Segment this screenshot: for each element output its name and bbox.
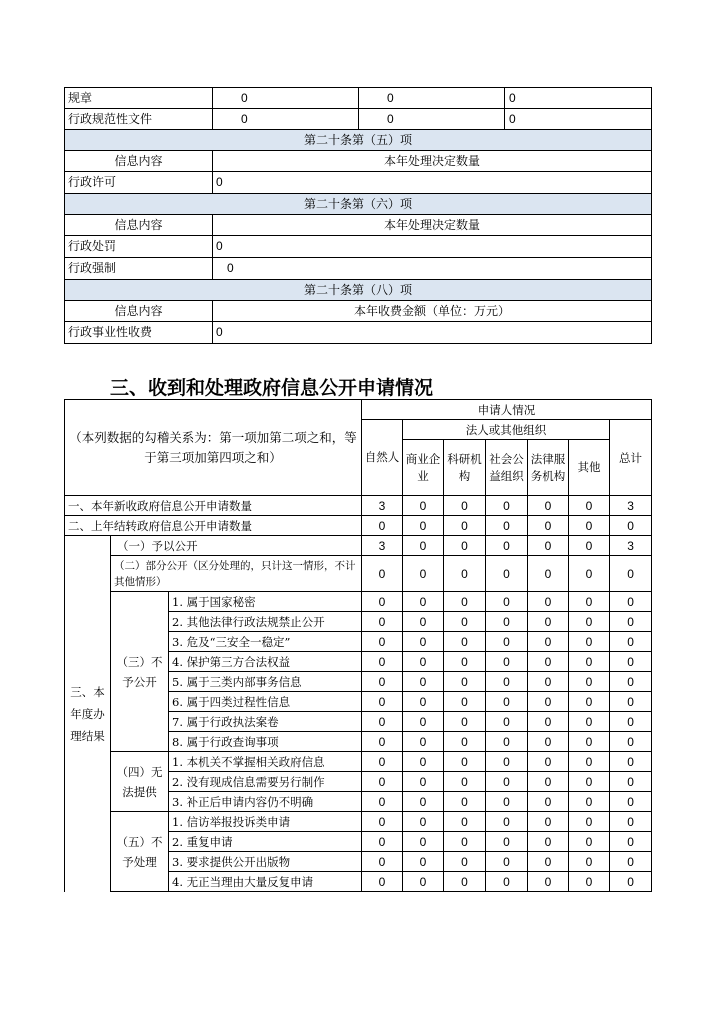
row-value: 0 <box>359 88 505 109</box>
count-cell: 0 <box>486 556 528 592</box>
group-label: （四）无法提供 <box>111 752 169 812</box>
count-cell: 0 <box>610 792 652 812</box>
count-cell: 0 <box>528 516 569 536</box>
count-cell: 0 <box>610 516 652 536</box>
item-label: 4. 无正当理由大量反复申请 <box>169 872 362 892</box>
count-cell: 0 <box>528 612 569 632</box>
count-cell: 0 <box>444 772 486 792</box>
col-header: 商业企业 <box>403 440 444 496</box>
count-cell: 0 <box>569 496 610 516</box>
item-label: 3. 要求提供公开出版物 <box>169 852 362 872</box>
count-cell: 0 <box>362 812 403 832</box>
count-cell: 0 <box>444 792 486 812</box>
count-cell: 0 <box>444 496 486 516</box>
item-label: 7. 属于行政执法案卷 <box>169 712 362 732</box>
count-cell: 0 <box>444 672 486 692</box>
count-cell: 0 <box>362 516 403 536</box>
col-header: 其他 <box>569 440 610 496</box>
count-cell: 3 <box>610 536 652 556</box>
column-label: 信息内容 <box>65 151 213 172</box>
count-cell: 0 <box>362 872 403 892</box>
count-cell: 0 <box>569 652 610 672</box>
count-cell: 0 <box>403 832 444 852</box>
count-cell: 0 <box>569 832 610 852</box>
row-label: 行政处罚 <box>65 236 213 258</box>
count-cell: 0 <box>528 672 569 692</box>
count-cell: 0 <box>569 692 610 712</box>
item-label: 8. 属于行政查询事项 <box>169 732 362 752</box>
column-label: 本年收费金额（单位：万元） <box>213 301 652 322</box>
count-cell: 0 <box>362 772 403 792</box>
section-header-row <box>65 280 652 301</box>
count-cell: 0 <box>486 832 528 852</box>
count-cell: 0 <box>362 732 403 752</box>
row-label: 行政规范性文件 <box>65 109 213 130</box>
row-value: 0 <box>213 236 652 258</box>
count-cell: 0 <box>403 516 444 536</box>
row-value: 0 <box>213 88 359 109</box>
count-cell: 0 <box>528 752 569 772</box>
natural-person-header: 自然人 <box>362 420 403 496</box>
count-cell: 0 <box>444 812 486 832</box>
item-label: 2. 重复申请 <box>169 832 362 852</box>
count-cell: 0 <box>528 772 569 792</box>
row-value: 0 <box>213 258 652 280</box>
count-cell: 0 <box>610 732 652 752</box>
count-cell: 0 <box>528 692 569 712</box>
count-cell: 0 <box>403 632 444 652</box>
count-cell: 0 <box>486 692 528 712</box>
count-cell: 0 <box>528 592 569 612</box>
count-cell: 0 <box>528 712 569 732</box>
count-cell: 0 <box>528 832 569 852</box>
count-cell: 0 <box>362 592 403 612</box>
result-label: 三、本年度办理结果 <box>65 536 111 892</box>
count-cell: 0 <box>528 536 569 556</box>
count-cell: 0 <box>362 832 403 852</box>
count-cell: 0 <box>486 652 528 672</box>
count-cell: 0 <box>444 712 486 732</box>
item-label: 6. 属于四类过程性信息 <box>169 692 362 712</box>
count-cell: 0 <box>610 752 652 772</box>
count-cell: 0 <box>444 752 486 772</box>
count-cell: 0 <box>569 556 610 592</box>
count-cell: 0 <box>569 536 610 556</box>
count-cell: 3 <box>610 496 652 516</box>
count-cell: 0 <box>486 712 528 732</box>
count-cell: 0 <box>486 752 528 772</box>
group-label: （三）不予公开 <box>111 592 169 752</box>
count-cell: 0 <box>362 632 403 652</box>
section-header: 第二十条第（五）项 <box>65 130 652 151</box>
section-title: 三、收到和处理政府信息公开申请情况 <box>110 377 434 399</box>
count-cell: 0 <box>610 872 652 892</box>
count-cell: 0 <box>362 852 403 872</box>
count-cell: 0 <box>569 732 610 752</box>
row-value: 0 <box>213 322 652 344</box>
section-header-row <box>65 194 652 215</box>
count-cell: 0 <box>610 652 652 672</box>
count-cell: 0 <box>569 632 610 652</box>
count-cell: 0 <box>403 556 444 592</box>
count-cell: 0 <box>362 672 403 692</box>
count-cell: 0 <box>569 772 610 792</box>
col-header: 社会公益组织 <box>486 440 528 496</box>
count-cell: 0 <box>569 516 610 536</box>
column-label: 本年处理决定数量 <box>213 151 652 172</box>
row-label: 行政许可 <box>65 172 213 194</box>
count-cell: 0 <box>486 852 528 872</box>
count-cell: 0 <box>528 732 569 752</box>
count-cell: 0 <box>569 812 610 832</box>
row-value: 0 <box>505 109 652 130</box>
count-cell: 0 <box>610 812 652 832</box>
column-label: 本年处理决定数量 <box>213 215 652 236</box>
count-cell: 0 <box>362 652 403 672</box>
row-value: 0 <box>359 109 505 130</box>
count-cell: 0 <box>486 732 528 752</box>
item-label: 1. 属于国家秘密 <box>169 592 362 612</box>
col-header: 法律服务机构 <box>528 440 569 496</box>
count-cell: 0 <box>403 872 444 892</box>
count-cell: 0 <box>444 732 486 752</box>
count-cell: 0 <box>486 632 528 652</box>
count-cell: 0 <box>610 852 652 872</box>
group-label: （五）不予处理 <box>111 812 169 892</box>
count-cell: 0 <box>444 852 486 872</box>
count-cell: 0 <box>403 672 444 692</box>
count-cell: 0 <box>403 592 444 612</box>
legal-group-header: 法人或其他组织 <box>403 420 610 440</box>
count-cell: 0 <box>528 652 569 672</box>
count-cell: 0 <box>403 772 444 792</box>
disclosure-table-top <box>64 87 652 344</box>
count-cell: 0 <box>528 812 569 832</box>
count-cell: 0 <box>362 692 403 712</box>
count-cell: 0 <box>444 556 486 592</box>
count-cell: 0 <box>569 872 610 892</box>
count-cell: 0 <box>528 632 569 652</box>
count-cell: 0 <box>362 612 403 632</box>
count-cell: 0 <box>569 612 610 632</box>
item-label: 2. 没有现成信息需要另行制作 <box>169 772 362 792</box>
item-label: 4. 保护第三方合法权益 <box>169 652 362 672</box>
count-cell: 0 <box>403 792 444 812</box>
count-cell: 0 <box>486 612 528 632</box>
count-cell: 0 <box>569 792 610 812</box>
count-cell: 0 <box>403 536 444 556</box>
count-cell: 0 <box>362 792 403 812</box>
item-label: 5. 属于三类内部事务信息 <box>169 672 362 692</box>
row-value: 0 <box>213 109 359 130</box>
row-label: （一）予以公开 <box>111 536 362 556</box>
count-cell: 0 <box>569 712 610 732</box>
count-cell: 0 <box>403 752 444 772</box>
section-header: 第二十条第（八）项 <box>65 280 652 301</box>
section-header-row <box>65 130 652 151</box>
count-cell: 0 <box>362 752 403 772</box>
count-cell: 0 <box>569 852 610 872</box>
count-cell: 0 <box>444 692 486 712</box>
item-label: 2. 其他法律行政法规禁止公开 <box>169 612 362 632</box>
item-label: 3. 危及“三安全一稳定” <box>169 632 362 652</box>
row-label: 二、上年结转政府信息公开申请数量 <box>65 516 362 536</box>
count-cell: 0 <box>486 772 528 792</box>
note-cell: （本列数据的勾稽关系为：第一项加第二项之和，等于第三项加第四项之和） <box>65 400 362 496</box>
count-cell: 0 <box>403 496 444 516</box>
count-cell: 0 <box>610 632 652 652</box>
item-label: 3. 补正后申请内容仍不明确 <box>169 792 362 812</box>
count-cell: 0 <box>528 792 569 812</box>
count-cell: 0 <box>610 672 652 692</box>
col-header: 科研机构 <box>444 440 486 496</box>
count-cell: 0 <box>610 612 652 632</box>
column-label: 信息内容 <box>65 301 213 322</box>
count-cell: 0 <box>444 592 486 612</box>
row-label: 规章 <box>65 88 213 109</box>
item-label: 1. 信访举报投诉类申请 <box>169 812 362 832</box>
count-cell: 3 <box>362 496 403 516</box>
count-cell: 0 <box>569 752 610 772</box>
count-cell: 0 <box>403 732 444 752</box>
count-cell: 0 <box>486 496 528 516</box>
count-cell: 0 <box>528 872 569 892</box>
section-header: 第二十条第（六）项 <box>65 194 652 215</box>
count-cell: 0 <box>610 712 652 732</box>
count-cell: 0 <box>403 812 444 832</box>
count-cell: 0 <box>403 712 444 732</box>
total-header: 总计 <box>610 420 652 496</box>
count-cell: 3 <box>362 536 403 556</box>
count-cell: 0 <box>486 536 528 556</box>
count-cell: 0 <box>403 652 444 672</box>
count-cell: 0 <box>444 652 486 672</box>
application-table <box>64 399 652 892</box>
applicant-header: 申请人情况 <box>362 400 652 420</box>
count-cell: 0 <box>486 872 528 892</box>
count-cell: 0 <box>486 812 528 832</box>
count-cell: 0 <box>486 516 528 536</box>
row-label: （二）部分公开（区分处理的，只计这一情形，不计其他情形） <box>111 556 362 592</box>
count-cell: 0 <box>528 496 569 516</box>
count-cell: 0 <box>444 872 486 892</box>
count-cell: 0 <box>610 832 652 852</box>
count-cell: 0 <box>362 712 403 732</box>
count-cell: 0 <box>444 516 486 536</box>
row-label: 行政事业性收费 <box>65 322 213 344</box>
count-cell: 0 <box>610 692 652 712</box>
count-cell: 0 <box>403 612 444 632</box>
count-cell: 0 <box>569 672 610 692</box>
row-value: 0 <box>505 88 652 109</box>
row-value: 0 <box>213 172 652 194</box>
count-cell: 0 <box>444 832 486 852</box>
count-cell: 0 <box>486 592 528 612</box>
count-cell: 0 <box>610 556 652 592</box>
item-label: 1. 本机关不掌握相关政府信息 <box>169 752 362 772</box>
row-label: 一、本年新收政府信息公开申请数量 <box>65 496 362 516</box>
count-cell: 0 <box>444 536 486 556</box>
count-cell: 0 <box>486 792 528 812</box>
count-cell: 0 <box>528 852 569 872</box>
count-cell: 0 <box>610 592 652 612</box>
row-label: 行政强制 <box>65 258 213 280</box>
count-cell: 0 <box>486 672 528 692</box>
count-cell: 0 <box>444 612 486 632</box>
count-cell: 0 <box>569 592 610 612</box>
count-cell: 0 <box>362 556 403 592</box>
count-cell: 0 <box>403 852 444 872</box>
count-cell: 0 <box>403 692 444 712</box>
count-cell: 0 <box>528 556 569 592</box>
count-cell: 0 <box>610 772 652 792</box>
count-cell: 0 <box>444 632 486 652</box>
column-label: 信息内容 <box>65 215 213 236</box>
